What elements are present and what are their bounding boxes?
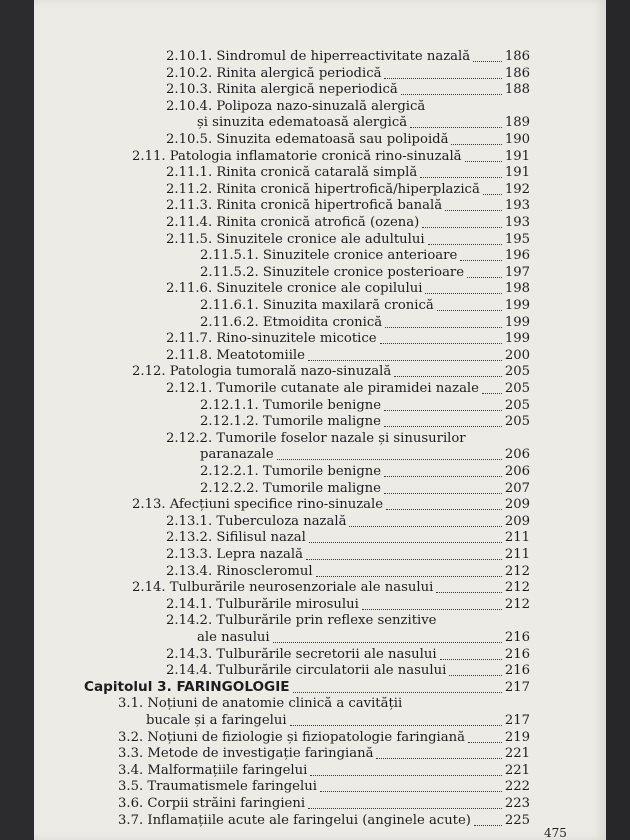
toc-entry-title: 2.10.2. Rinita alergică periodică [166,65,382,81]
dot-leader [309,542,502,543]
toc-entry [34,778,606,795]
toc-entry-page: 205 [504,381,530,396]
toc-entry [34,695,606,712]
toc-entry-page: 196 [504,248,530,264]
toc-entry-title: 3.6. Corpii străini faringieni [118,796,306,811]
toc-entry-title: 2.12.1.1. Tumorile benigne [200,397,382,413]
toc-entry [34,430,606,447]
toc-entry-title: 2.10.5. Sinuzita edematoasă sau polipoidă [166,132,449,147]
toc-entry [34,231,606,248]
toc-entry [34,496,606,513]
toc-entry-page: 199 [504,314,530,330]
toc-entry-page: 217 [504,713,530,728]
dot-leader [384,78,502,79]
toc-entry-title: și sinuzita edematoasă alergică [197,115,408,131]
toc-entry-title: 2.11.2. Rinita cronică hipertrofică/hiperplazică [166,181,480,197]
toc-entry-title: 2.11.7. Rino-sinuzitele micotice [166,331,377,347]
dot-leader [436,592,502,593]
toc-entry-title: 2.11.4. Rinita cronică atrofică (ozena) [166,215,420,230]
toc-entry-title: ale nasului [197,630,270,645]
toc-entry-page: 222 [504,779,530,795]
toc-entry-title: 2.11.3. Rinita cronică hipertrofică banală [166,198,443,214]
toc-entry [34,363,606,380]
toc-entry [34,546,606,563]
toc-entry-page: 212 [504,580,530,596]
toc-entry-title: 2.10.4. Polipoza nazo-sinuzală alergică [166,98,426,114]
toc-entry-page: 188 [504,82,530,98]
dot-leader [460,260,502,261]
toc-entry-title: 2.13.2. Sifilisul nazal [166,530,306,546]
toc-entry-title: 2.11.5.2. Sinuzitele cronice posterioare [200,264,465,280]
toc-entry-page: 190 [504,132,530,147]
toc-entry-page: 199 [504,298,530,313]
toc-entry-title: 2.11. Patologia inflamatorie cronică rino-sinuzală [132,148,462,164]
toc-entry [34,413,606,430]
toc-entry-title: 2.12. Patologia tumorală nazo-sinuzală [132,364,392,380]
dot-leader [320,791,502,792]
toc-entry [34,397,606,414]
dot-leader [445,210,502,211]
dot-leader [293,692,502,693]
dot-leader [410,127,502,128]
dot-leader [310,775,502,776]
toc-entry-page: 193 [504,198,530,214]
toc-entry [34,480,606,497]
toc-entry-page: 195 [504,231,530,247]
dot-leader [380,343,502,344]
dot-leader [384,493,502,494]
dot-leader [277,459,502,460]
toc-entry-title: paranazale [200,447,274,463]
toc-entry [34,563,606,580]
toc-entry [34,181,606,198]
toc-entry-title: 2.11.5. Sinuzitele cronice ale adultului [166,231,425,247]
dot-leader [384,426,502,427]
dot-leader [385,327,502,328]
toc-entry-title: 2.11.5.1. Sinuzitele cronice anterioare [200,248,458,264]
dot-leader [474,825,502,826]
toc-entry [34,65,606,82]
dot-leader [440,659,502,660]
toc-entry [34,446,606,463]
dot-leader [362,609,502,610]
dot-leader [316,576,502,577]
toc-entry-page: 221 [504,746,530,762]
dot-leader [465,161,502,162]
toc-entry-title: 2.14. Tulburările neurosenzoriale ale nasului [132,580,434,596]
dot-leader [422,227,502,228]
toc-entry [34,81,606,98]
toc-entry-title: 2.11.6.1. Sinuzita maxilară cronică [200,298,434,313]
toc-entry-page: 189 [504,115,530,131]
dot-leader [394,376,502,377]
toc-entry-title: 2.13.4. Rinoscleromul [166,563,313,579]
toc-entry-page: 191 [504,165,530,181]
toc-entry-title: 2.13.1. Tuberculoza nazală [166,513,347,529]
toc-entry-title: 3.1. Noțiuni de anatomie clinică a cavității [118,696,403,712]
toc-entry-page: 206 [504,464,530,479]
toc-entry [34,662,606,679]
toc-entry [34,98,606,115]
dot-leader [384,410,502,411]
toc-entry [34,197,606,214]
toc-entry [34,762,606,779]
toc-entry-page: 216 [504,646,530,662]
toc-entry-page: 209 [504,497,530,513]
dot-leader [384,476,502,477]
toc-entry-title: 2.12.1.2. Tumorile maligne [200,414,381,430]
toc-entry-title: 2.10.3. Rinita alergică neperiodică [166,82,398,98]
toc-entry-title: 2.10.1. Sindromul de hiperreactivitate nazală [166,49,471,64]
dot-leader [306,559,502,560]
toc-entry-title: 2.13. Afecțiuni specifice rino-sinuzale [132,497,384,513]
toc-entry-page: 186 [504,65,530,81]
dot-leader [425,293,502,294]
dot-leader [308,360,502,361]
toc-entry-page: 199 [504,331,530,347]
toc-entry-title: 3.5. Traumatismele faringelui [118,779,317,795]
toc-entry-page: 225 [504,812,530,828]
toc-entry-title: Capitolul 3. FARINGOLOGIE [84,678,290,695]
dot-leader [468,742,502,743]
toc-entry-page: 223 [504,796,530,811]
toc-entry-page: 205 [504,414,530,430]
toc-entry [34,712,606,729]
dot-leader [467,277,502,278]
toc-entry-page: 211 [504,547,530,562]
toc-entry-title: 2.11.6.2. Etmoidita cronică [200,314,383,330]
toc-entry-title: 2.13.3. Lepra nazală [166,547,303,562]
toc-entry-page: 211 [504,530,530,546]
toc-entry-page: 206 [504,447,530,463]
toc-entry [34,264,606,281]
dot-leader [349,526,502,527]
toc-entry [34,529,606,546]
toc-entry-page: 205 [504,397,530,413]
toc-entry-page: 217 [504,679,530,695]
toc-entry-title: 3.3. Metode de investigație faringiană [118,746,374,762]
toc-entry-title: 2.14.2. Tulburările prin reflexe senzitive [166,613,437,629]
toc-entry [34,330,606,347]
toc-entry-page: 197 [504,264,530,280]
toc-entry-title: 2.11.6. Sinuzitele cronice ale copilului [166,281,423,297]
toc-entry-page: 212 [504,563,530,579]
toc-entry [34,297,606,314]
toc-entry [34,463,606,480]
toc-entry-title: 3.2. Noțiuni de fiziologie și fiziopatologie faringiană [118,729,465,745]
toc-entry [34,646,606,663]
page-number: 475 [544,826,567,840]
toc-entry-page: 216 [504,663,530,679]
toc-entry-title: 2.12.2.2. Tumorile maligne [200,480,381,496]
toc-entry [34,48,606,65]
toc-entry [34,729,606,746]
toc-entry [34,131,606,148]
toc-entry-page: 205 [504,364,530,380]
toc-entry-title: 2.11.1. Rinita cronică catarală simplă [166,165,418,181]
dot-leader [386,509,502,510]
dot-leader [437,310,502,311]
toc-entry [34,596,606,613]
toc-entry [34,679,606,696]
dot-leader [420,177,502,178]
dot-leader [308,808,502,809]
toc-entry-title: bucale și a faringelui [146,713,287,728]
toc-entry [34,380,606,397]
toc-entry [34,247,606,264]
dot-leader [290,725,502,726]
toc-entry-title: 2.14.3. Tulburările secretorii ale nasului [166,646,437,662]
toc-entry-page: 216 [504,630,530,645]
dot-leader [482,393,502,394]
dot-leader [401,94,502,95]
toc-entry-page: 207 [504,480,530,496]
dot-leader [473,61,502,62]
dot-leader [376,758,502,759]
toc-entry [34,148,606,165]
toc-entry-page: 219 [504,729,530,745]
toc-entry-title: 2.12.1. Tumorile cutanate ale piramidei nazale [166,381,479,396]
toc-entry-page: 191 [504,148,530,164]
toc-entry-page: 193 [504,215,530,230]
toc-entry [34,579,606,596]
toc-entry [34,114,606,131]
toc-entry-page: 186 [504,49,530,64]
toc-entry [34,347,606,364]
toc-entry [34,164,606,181]
toc-entry-title: 3.4. Malformațiile faringelui [118,762,308,778]
background-edge [606,0,630,840]
toc-entry-page: 209 [504,513,530,529]
toc-entry-title: 2.14.4. Tulburările circulatorii ale nasului [166,663,447,679]
dot-leader [449,675,502,676]
toc-entry [34,629,606,646]
toc-entry-page: 212 [504,596,530,612]
toc-entry [34,513,606,530]
toc-entry [34,795,606,812]
toc-entry-title: 2.11.8. Meatotomiile [166,347,305,363]
toc-entry [34,280,606,297]
toc-entry [34,314,606,331]
toc-entry-title: 2.14.1. Tulburările mirosului [166,596,359,612]
toc-entry-page: 198 [504,281,530,297]
toc-entry-title: 2.12.2.1. Tumorile benigne [200,464,382,479]
dot-leader [273,642,502,643]
toc-entry [34,745,606,762]
toc-entry [34,812,606,829]
toc-entry-title: 2.12.2. Tumorile foselor nazale și sinusurilor [166,430,466,446]
toc-entry-page: 221 [504,762,530,778]
toc-entry [34,214,606,231]
toc-entry-page: 192 [504,181,530,197]
toc-entry-page: 200 [504,347,530,363]
toc-entry-title: 3.7. Inflamațiile acute ale faringelui (anginele acute) [118,812,471,828]
toc-entry [34,612,606,629]
dot-leader [483,194,502,195]
dot-leader [428,244,502,245]
book-page [34,0,606,840]
dot-leader [451,144,502,145]
